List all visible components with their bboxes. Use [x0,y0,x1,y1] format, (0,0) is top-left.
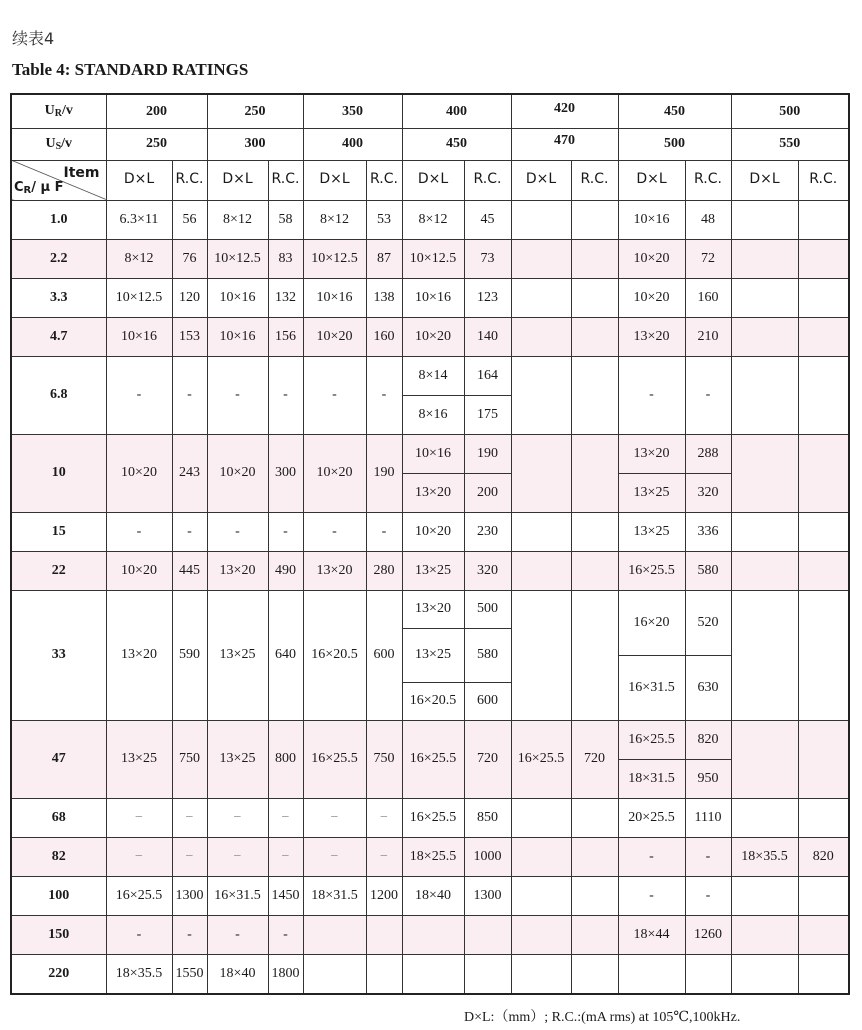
rc-header: R.C. [268,160,303,200]
us-value: 400 [303,128,402,160]
rc-cell: - [172,356,207,434]
dl-header: D×L [511,160,571,200]
rc-cell: 230 [464,512,511,551]
rc-cell: 1260 [685,915,731,954]
rc-header: R.C. [798,160,849,200]
footnote: D×L:（mm）; R.C.:(mA rms) at 105℃,100kHz. [464,1010,741,1025]
ur-header: $U_R/v$ [11,94,106,128]
rc-cell: 1300 [464,876,511,915]
rc-cell [571,590,618,720]
capacitance-cell: 2.2 [11,239,106,278]
dl-cell: 16×25.5 [402,798,464,837]
dl-cell: 18×44 [618,915,685,954]
rc-cell [571,434,618,512]
table-row [11,434,849,473]
rc-cell: 445 [172,551,207,590]
rc-cell: 600 [464,682,511,720]
dl-cell: 6.3×11 [106,200,172,239]
table-row [11,551,849,590]
rc-cell [366,954,402,994]
rc-cell: 490 [268,551,303,590]
rc-header: R.C. [172,160,207,200]
table-title: Table 4: STANDARD RATINGS [12,60,249,79]
capacitance-cell: 15 [11,512,106,551]
rc-cell: - [685,876,731,915]
dl-cell [511,434,571,512]
dl-cell: - [207,356,268,434]
dl-cell: 10×16 [402,434,464,473]
dl-header: D×L [402,160,464,200]
dl-cell: 18×40 [402,876,464,915]
dl-cell: 18×35.5 [731,837,798,876]
dl-cell [511,551,571,590]
rc-cell [571,278,618,317]
dl-cell: 10×16 [303,278,366,317]
table-row [11,317,849,356]
dl-cell [511,915,571,954]
dl-cell: 16×31.5 [207,876,268,915]
table-row [11,278,849,317]
dl-cell [511,356,571,434]
rc-cell: − [172,798,207,837]
dl-cell [731,720,798,798]
rc-cell: 156 [268,317,303,356]
dl-cell: 13×20 [402,590,464,628]
capacitance-cell: 4.7 [11,317,106,356]
rc-cell: 87 [366,239,402,278]
dl-cell [731,278,798,317]
dl-cell: 10×20 [402,512,464,551]
dl-cell: 10×20 [106,551,172,590]
dl-header: D×L [207,160,268,200]
dl-cell: 10×20 [618,239,685,278]
rc-cell: 720 [464,720,511,798]
dl-cell: 16×20.5 [402,682,464,720]
dl-cell: 18×31.5 [303,876,366,915]
dl-cell [511,798,571,837]
rc-cell [571,551,618,590]
dl-cell: - [618,356,685,434]
ur-value: 250 [207,94,303,128]
rc-header: R.C. [571,160,618,200]
dl-header: D×L [618,160,685,200]
capacitance-cell: 1.0 [11,200,106,239]
dl-cell: 10×16 [207,278,268,317]
dl-cell [731,239,798,278]
dl-cell: - [207,512,268,551]
rc-cell: 1000 [464,837,511,876]
capacitance-cell: 6.8 [11,356,106,434]
rc-cell [798,551,849,590]
dl-cell: 13×25 [618,473,685,512]
dl-cell [731,317,798,356]
dl-cell: 18×35.5 [106,954,172,994]
rc-cell: 750 [366,720,402,798]
rc-header: R.C. [366,160,402,200]
dl-cell [731,876,798,915]
dl-cell: 13×25 [207,720,268,798]
rc-cell [798,512,849,551]
us-value: 450 [402,128,511,160]
rc-cell [366,915,402,954]
dl-cell: 8×12 [402,200,464,239]
rc-cell: 590 [172,590,207,720]
dl-cell: − [106,798,172,837]
dl-cell [731,434,798,512]
dl-cell: − [303,798,366,837]
dl-header: D×L [106,160,172,200]
dl-cell: 13×20 [303,551,366,590]
dl-cell [303,954,366,994]
dl-cell [511,239,571,278]
dl-header: D×L [731,160,798,200]
rc-cell: - [268,915,303,954]
rc-cell: - [685,356,731,434]
rc-cell: 73 [464,239,511,278]
dl-cell: − [303,837,366,876]
table-row [11,798,849,837]
rc-cell [571,915,618,954]
rc-cell [798,915,849,954]
rc-cell: 210 [685,317,731,356]
dl-cell: - [618,837,685,876]
table-row [11,356,849,395]
dl-cell: 13×25 [402,628,464,682]
rc-cell: 120 [172,278,207,317]
ur-value: 200 [106,94,207,128]
rc-cell: 500 [464,590,511,628]
dl-cell: 10×12.5 [303,239,366,278]
dl-cell [731,512,798,551]
rc-cell: 1200 [366,876,402,915]
rc-cell: 580 [464,628,511,682]
dl-cell: 10×12.5 [402,239,464,278]
rc-cell [571,239,618,278]
rc-header: R.C. [685,160,731,200]
rc-cell: 580 [685,551,731,590]
rc-cell: 850 [464,798,511,837]
capacitance-cell: 47 [11,720,106,798]
rc-cell [464,954,511,994]
dl-cell [303,915,366,954]
us-value: 300 [207,128,303,160]
continued-label: 续表4 [12,29,55,48]
dl-cell: 10×20 [207,434,268,512]
dl-cell: 8×12 [207,200,268,239]
rc-cell: 320 [685,473,731,512]
rc-cell [798,278,849,317]
rc-cell [798,798,849,837]
dl-cell: 10×16 [618,200,685,239]
rc-cell [571,356,618,434]
rc-cell: 320 [464,551,511,590]
rc-cell: 336 [685,512,731,551]
dl-cell: 13×20 [618,434,685,473]
rc-cell: 820 [798,837,849,876]
dl-cell [511,278,571,317]
rc-cell [464,915,511,954]
rc-cell: − [366,798,402,837]
us-value: 470 [511,128,618,160]
dl-cell [731,200,798,239]
rc-cell: − [172,837,207,876]
dl-cell [618,954,685,994]
table-row [11,590,849,609]
rated-voltage-row [11,94,849,128]
rc-cell: 280 [366,551,402,590]
dl-cell: 10×16 [207,317,268,356]
rc-cell [571,512,618,551]
dl-cell: - [207,915,268,954]
rc-cell: 123 [464,278,511,317]
rc-cell: - [268,512,303,551]
rc-cell [571,954,618,994]
rc-cell: 1450 [268,876,303,915]
dl-cell [402,915,464,954]
rc-cell: 630 [685,655,731,720]
capacitance-cell: 100 [11,876,106,915]
dl-cell: 10×16 [106,317,172,356]
dl-cell [402,954,464,994]
table-row [11,720,849,759]
rc-cell: 45 [464,200,511,239]
rc-cell: 83 [268,239,303,278]
rc-cell: 160 [685,278,731,317]
rc-cell: - [366,512,402,551]
rc-cell [798,239,849,278]
dl-cell: 16×25.5 [618,720,685,759]
dl-cell [731,356,798,434]
dl-cell: 13×20 [106,590,172,720]
table-row [11,200,849,239]
dl-cell: 13×20 [402,473,464,512]
dl-cell: - [106,512,172,551]
dl-cell: 18×31.5 [618,759,685,798]
rc-cell [798,200,849,239]
rc-cell: 288 [685,434,731,473]
column-header-row [11,160,849,200]
rc-cell [685,954,731,994]
dl-cell [731,915,798,954]
us-value: 500 [618,128,731,160]
dl-cell [731,798,798,837]
rc-cell [571,837,618,876]
dl-cell: − [106,837,172,876]
dl-cell: 13×20 [618,317,685,356]
rc-cell: 600 [366,590,402,720]
dl-cell: - [303,356,366,434]
rc-cell [798,954,849,994]
dl-cell: 20×25.5 [618,798,685,837]
rc-cell: 153 [172,317,207,356]
dl-cell: 8×16 [402,395,464,434]
dl-cell: 16×25.5 [511,720,571,798]
dl-cell: 18×25.5 [402,837,464,876]
dl-cell: 16×25.5 [402,720,464,798]
dl-cell: 18×40 [207,954,268,994]
rc-cell: 200 [464,473,511,512]
rc-cell: 48 [685,200,731,239]
rc-cell: 140 [464,317,511,356]
capacitance-cell: 33 [11,590,106,720]
dl-cell: 10×20 [303,434,366,512]
dl-cell [511,317,571,356]
dl-cell: 10×20 [402,317,464,356]
rc-cell: 300 [268,434,303,512]
capacitance-cell: 22 [11,551,106,590]
ur-value: 400 [402,94,511,128]
rc-cell: 1550 [172,954,207,994]
rc-cell [571,317,618,356]
dl-cell: 16×20.5 [303,590,366,720]
dl-cell: - [618,876,685,915]
dl-cell [511,200,571,239]
rc-cell: 76 [172,239,207,278]
dl-cell [731,590,798,720]
dl-cell: 10×20 [303,317,366,356]
capacitance-cell: 220 [11,954,106,994]
rc-cell: 132 [268,278,303,317]
dl-cell: - [303,512,366,551]
dl-cell: 10×16 [402,278,464,317]
dl-cell: 16×31.5 [618,655,685,720]
dl-cell: 13×25 [207,590,268,720]
dl-cell: 10×20 [618,278,685,317]
rc-cell: − [366,837,402,876]
dl-cell: − [207,837,268,876]
capacitance-cell: 10 [11,434,106,512]
rc-cell: 950 [685,759,731,798]
rc-cell: - [366,356,402,434]
rc-header: R.C. [464,160,511,200]
rc-cell: 160 [366,317,402,356]
item-label: Item [63,164,100,181]
capacitance-cell: 68 [11,798,106,837]
rc-cell: 800 [268,720,303,798]
dl-cell: 16×25.5 [618,551,685,590]
table-row [11,512,849,551]
dl-cell: 13×25 [106,720,172,798]
dl-cell [731,954,798,994]
dl-cell: - [106,356,172,434]
item-capacitance-header [11,160,106,200]
dl-cell: 16×25.5 [106,876,172,915]
table-row [11,915,849,954]
surge-voltage-row [11,128,849,160]
rc-cell: 1110 [685,798,731,837]
rc-cell: 58 [268,200,303,239]
rc-cell [571,798,618,837]
rc-cell: 243 [172,434,207,512]
dl-cell: 8×12 [303,200,366,239]
dl-cell: 10×20 [106,434,172,512]
dl-cell: 13×25 [618,512,685,551]
ur-value: 350 [303,94,402,128]
rc-cell: 1300 [172,876,207,915]
rc-cell: - [172,915,207,954]
rc-cell: 56 [172,200,207,239]
rc-cell: 138 [366,278,402,317]
rc-cell [798,590,849,720]
dl-cell: 8×12 [106,239,172,278]
rc-cell: − [268,837,303,876]
dl-cell [511,837,571,876]
rc-cell: 820 [685,720,731,759]
rc-cell [571,876,618,915]
capacitance-label: $C_R/$ μ F [14,179,64,196]
rc-cell: - [172,512,207,551]
dl-cell [511,876,571,915]
dl-cell: 13×20 [207,551,268,590]
us-value: 250 [106,128,207,160]
capacitance-cell: 150 [11,915,106,954]
dl-cell: 10×12.5 [207,239,268,278]
dl-cell [511,954,571,994]
dl-cell: 16×20 [618,590,685,655]
capacitance-cell: 3.3 [11,278,106,317]
rc-cell: 520 [685,590,731,655]
dl-cell [731,551,798,590]
rc-cell: - [268,356,303,434]
dl-cell [511,590,571,720]
table-row [11,837,849,876]
ur-value: 420 [511,94,618,128]
rc-cell: 1800 [268,954,303,994]
dl-cell: 16×25.5 [303,720,366,798]
rc-cell: 72 [685,239,731,278]
dl-cell: - [106,915,172,954]
table-row [11,954,849,994]
dl-cell: − [207,798,268,837]
dl-header: D×L [303,160,366,200]
rc-cell: 53 [366,200,402,239]
table-row [11,876,849,915]
rc-cell [798,876,849,915]
dl-cell [511,512,571,551]
ur-value: 450 [618,94,731,128]
ur-value: 500 [731,94,849,128]
rc-cell: 190 [366,434,402,512]
rc-cell: 640 [268,590,303,720]
dl-cell: 10×12.5 [106,278,172,317]
dl-cell: 13×25 [402,551,464,590]
rc-cell: 175 [464,395,511,434]
us-value: 550 [731,128,849,160]
rc-cell: 750 [172,720,207,798]
rc-cell [798,317,849,356]
rc-cell: 190 [464,434,511,473]
rc-cell: 720 [571,720,618,798]
table-row [11,239,849,278]
rc-cell: 164 [464,356,511,395]
rc-cell [798,434,849,512]
ratings-table [10,93,850,995]
capacitance-cell: 82 [11,837,106,876]
rc-cell: - [685,837,731,876]
dl-cell: 8×14 [402,356,464,395]
rc-cell [798,356,849,434]
rc-cell: − [268,798,303,837]
rc-cell [798,720,849,798]
rc-cell [571,200,618,239]
us-header: $U_S/v$ [11,128,106,160]
